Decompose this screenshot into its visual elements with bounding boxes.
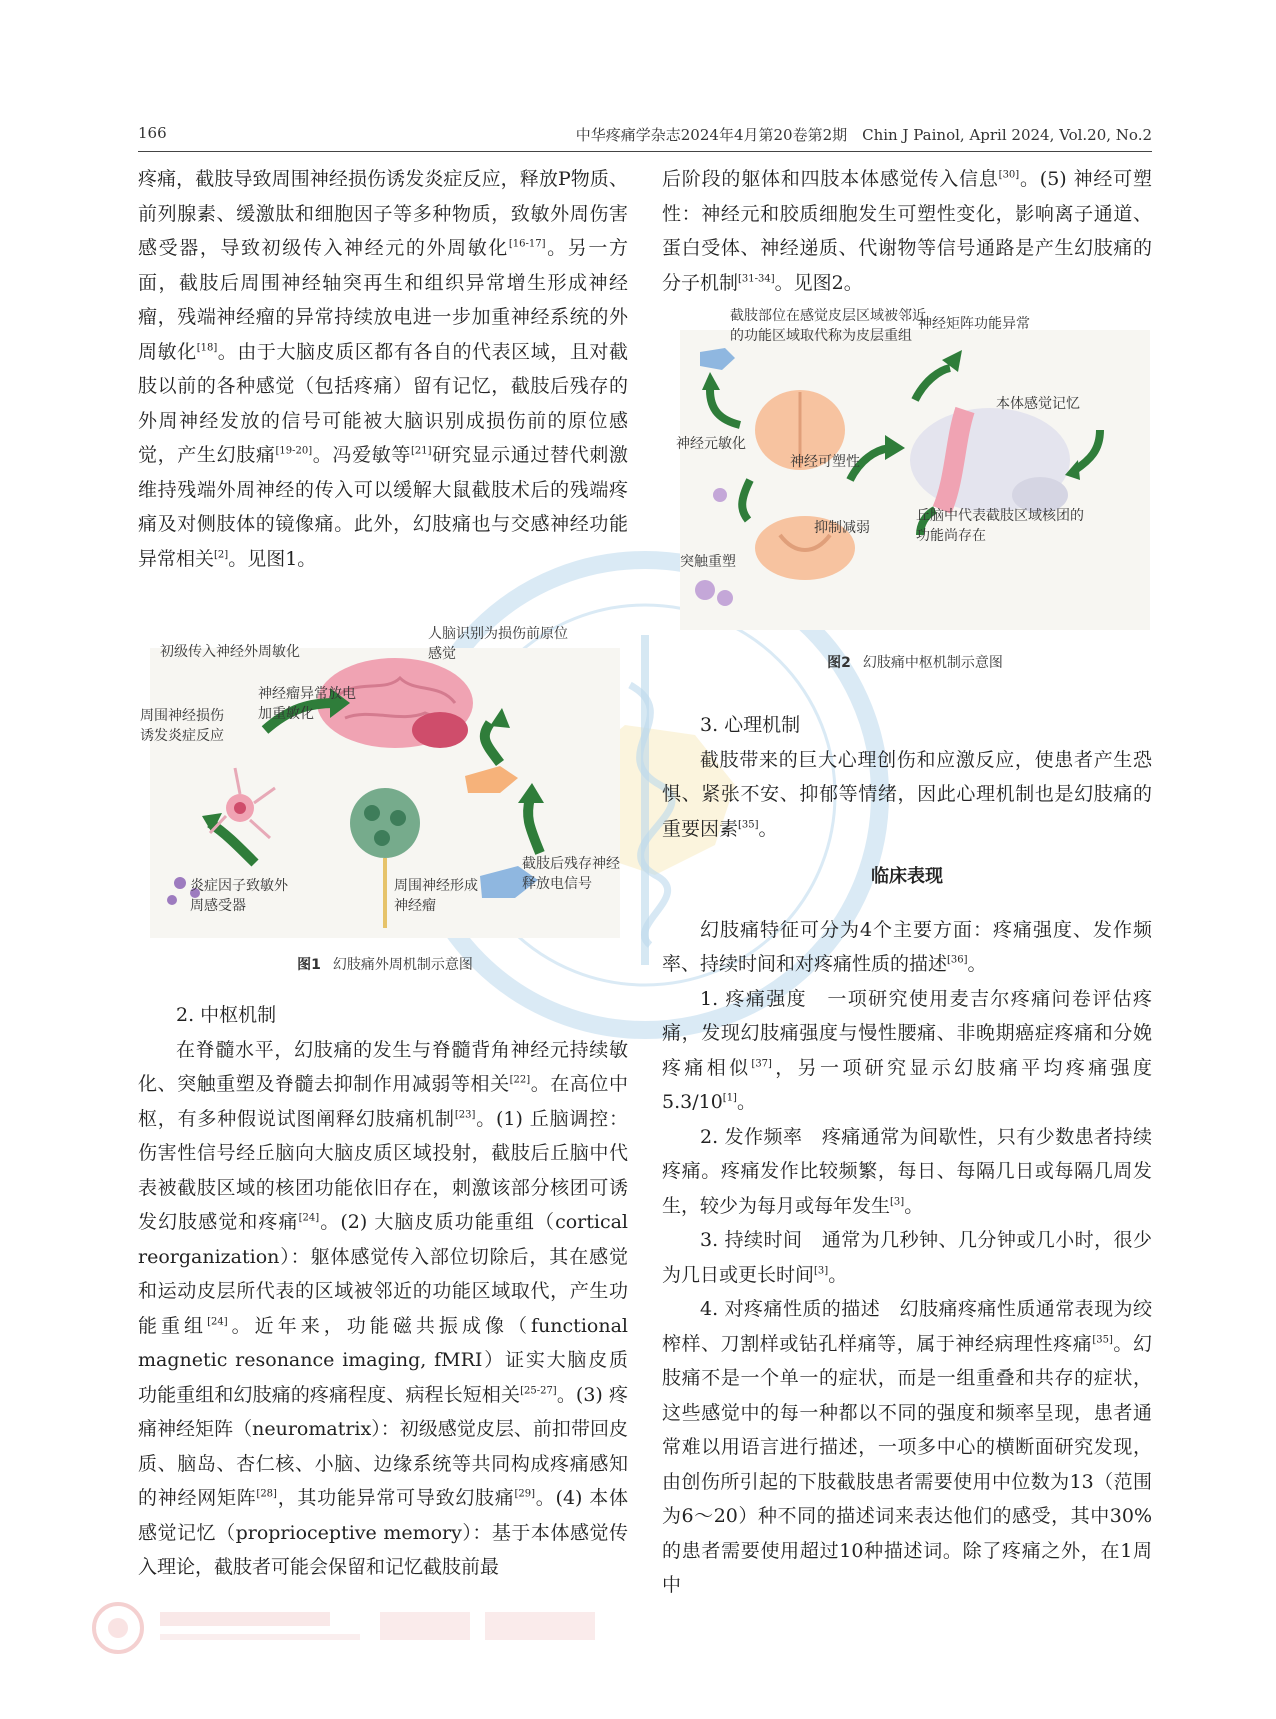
journal-info: 中华疼痛学杂志2024年4月第20卷第2期 Chin J Painol, April 2024, Vol.20, No.2 [575,126,1152,144]
subheading-central: 2. 中枢机制 [176,1004,277,1026]
fig1-label-neuroma-formation: 周围神经形成神经瘤 [394,878,478,914]
subheading-psychological: 3. 心理机制 [700,714,801,736]
fig1-label-residual-nerve: 截肢后残存神经释放电信号 [522,856,620,892]
figure-2-illustration [680,330,1150,630]
paragraph: 4. 对疼痛性质的描述 幻肢痛疼痛性质通常表现为绞榨样、刀割样或钻孔样痛等，属于神经病理性疼痛[35]。幻肢痛不是一个单一的症状，而是一组重叠和共存的症状，这些感觉中的每一种都以不同的强度和频率呈现，患者通常难以用语言进行描述，一项多中心的横断面研究发现，由创伤所引起的下肢截肢患者需要使用中位数为13（范围为6～20）种不同的描述词来表达他们的感受，其中30%的患者需要使用超过10种描述词。除了疼痛之外，在1周中 [662,1298,1152,1596]
fig1-label-nerve-injury: 周围神经损伤诱发炎症反应 [140,708,224,744]
figure-2 [676,308,1150,700]
fig2-label-inhibition-weakening: 抑制减弱 [814,520,870,536]
fig2-label-neuroplasticity: 神经可塑性 [790,454,860,470]
fig1-label-primary-afferent: 初级传入神经外周敏化 [160,644,300,660]
fig1-label-inflammatory-factor: 炎症因子致敏外周感受器 [190,878,288,914]
publisher-logo [90,1600,610,1656]
fig2-label-neuron-sensitization: 神经元敏化 [676,436,746,452]
paragraph: 2. 发作频率 疼痛通常为间歇性，只有少数患者持续疼痛。疼痛发作比较频繁，每日、每隔几日或每隔几周发生，较少为每月或每年发生[3]。 [662,1125,1152,1217]
fig2-label-proprioceptive-memory: 本体感觉记忆 [996,396,1080,412]
figure-1 [140,626,620,988]
page-number: 166 [138,124,167,142]
paragraph: 1. 疼痛强度 一项研究使用麦吉尔疼痛问卷评估疼痛，发现幻肢痛强度与慢性腰痛、非晚期癌症疼痛和分娩疼痛相似[37]，另一项研究显示幻肢痛平均疼痛强度 5.3/10[1]。 [662,987,1152,1113]
figure-1-caption: 图1 幻肢痛外周机制示意图 [297,957,473,973]
page-header [138,124,1152,150]
figure-2-caption: 图2 幻肢痛中枢机制示意图 [827,655,1003,671]
paragraph: 幻肢痛特征可分为4个主要方面：疼痛强度、发作频率、持续时间和对疼痛性质的描述[36]。 [662,918,1152,975]
right-column-bottom [662,708,1152,1603]
paragraph: 后阶段的躯体和四肢本体感觉传入信息[30]。(5) 神经可塑性：神经元和胶质细胞发生可塑性变化，影响离子通道、蛋白受体、神经递质、代谢物等信号通路是产生幻肢痛的分子机制[31-34]。见图2。 [662,168,1152,294]
right-column-top [662,162,1152,300]
header-rule [138,151,1152,152]
left-column-bottom [138,998,628,1585]
paragraph: 3. 持续时间 通常为几秒钟、几分钟或几小时，很少为几日或更长时间[3]。 [662,1229,1152,1286]
fig1-label-neuroma-discharge: 神经瘤异常放电加重敏化 [258,686,356,722]
left-column-top [138,162,628,576]
fig2-label-synaptic-remodeling: 突触重塑 [680,554,736,570]
fig2-label-thalamus-nucleus: 丘脑中代表截肢区域核团的功能尚存在 [916,508,1084,544]
paragraph: 截肢带来的巨大心理创伤和应激反应，使患者产生恐惧、紧张不安、抑郁等情绪，因此心理机制也是幻肢痛的重要因素[35]。 [662,748,1152,840]
fig2-label-cortical-reorganization: 截肢部位在感觉皮层区域被邻近的功能区域取代称为皮层重组 [730,308,926,344]
fig2-label-neuromatrix: 神经矩阵功能异常 [918,316,1030,332]
section-title: 临床表现 [871,866,943,887]
paragraph: 疼痛，截肢导致周围神经损伤诱发炎症反应，释放P物质、前列腺素、缓激肽和细胞因子等多种物质，致敏外周伤害感受器，导致初级传入神经元的外周敏化[16-17]。另一方面，截肢后周围神经轴突再生和组织异常增生形成神经瘤，残端神经瘤的异常持续放电进一步加重神经系统的外周敏化[18]。由于大脑皮质区都有各自的代表区域，且对截肢以前的各种感觉（包括疼痛）留有记忆，截肢后残存的外周神经发放的信号可能被大脑识别成损伤前的原位感觉，产生幻肢痛[19-20]。冯爱敏等[21]研究显示通过替代刺激维持残端外周神经的传入可以缓解大鼠截肢术后的残端疼痛及对侧肢体的镜像痛。此外，幻肢痛也与交感神经功能异常相关[2]。见图1。 [138,168,628,570]
paragraph: 在脊髓水平，幻肢痛的发生与脊髓背角神经元持续敏化、突触重塑及脊髓去抑制作用减弱等相关[22]。在高位中枢，有多种假说试图阐释幻肢痛机制[23]。(1) 丘脑调控：伤害性信号经丘脑向大脑皮质区域投射，截肢后丘脑中代表被截肢区域的核团功能依旧存在，刺激该部分核团可诱发幻肢感觉和疼痛[24]。(2) 大脑皮质功能重组（cortical reorganization）：躯体感觉传入部位切除后，其在感觉和运动皮层所代表的区域被邻近的功能区域取代，产生功能重组[24]。近年来，功能磁共振成像（functional magnetic resonance imaging, fMRI）证实大脑皮质功能重组和幻肢痛的疼痛程度、病程长短相关[25-27]。(3) 疼痛神经矩阵（neuromatrix）：初级感觉皮层、前扣带回皮质、脑岛、杏仁核、小脑、边缘系统等共同构成疼痛感知的神经网矩阵[28]，其功能异常可导致幻肢痛[29]。(4) 本体感觉记忆（proprioceptive memory）：基于本体感觉传入理论，截肢者可能会保留和记忆截肢前最 [138,1038,628,1578]
fig1-label-brain-recognition: 人脑识别为损伤前原位感觉 [428,626,568,662]
